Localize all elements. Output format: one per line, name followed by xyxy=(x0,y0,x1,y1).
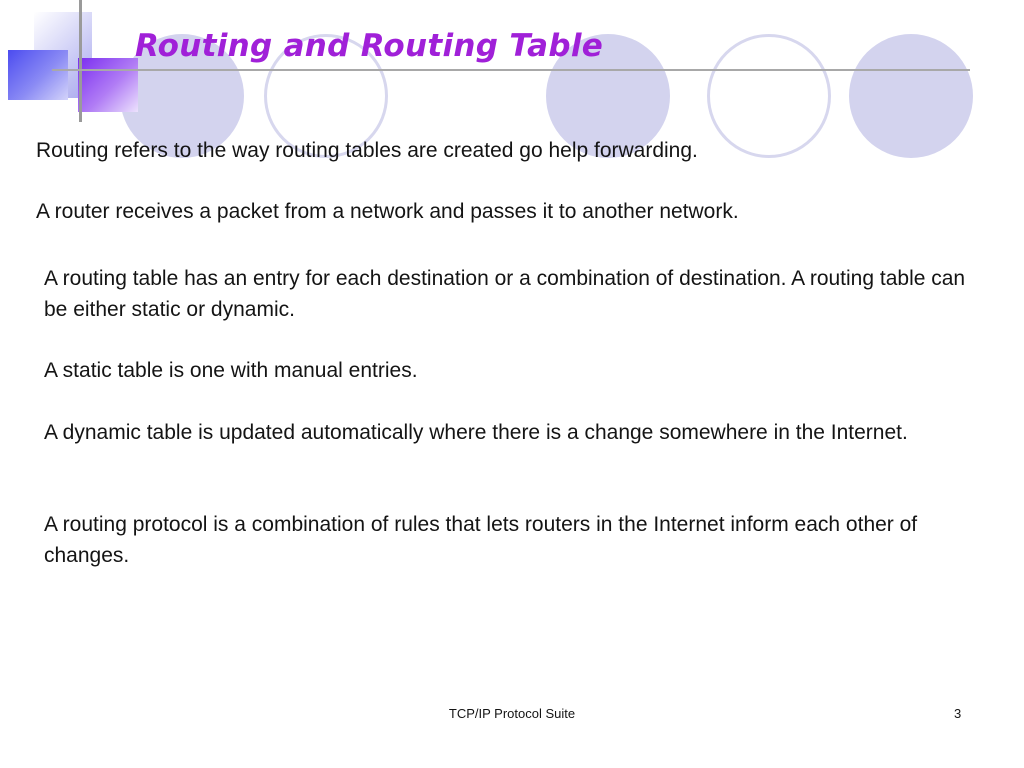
paragraph-router: A router receives a packet from a network and passes it to another network. xyxy=(36,200,739,223)
footer-title: TCP/IP Protocol Suite xyxy=(448,706,576,721)
page-number: 3 xyxy=(954,706,962,721)
paragraph-dynamic-table: A dynamic table is updated automatically where there is a change somewhere in the Internet. xyxy=(44,421,908,444)
decor-circle-5 xyxy=(849,34,973,158)
paragraph-routing-table: A routing table has an entry for each destination or a combination of destination. A routing table can be either static or dynamic. xyxy=(44,267,966,321)
paragraph-static-table: A static table is one with manual entries. xyxy=(44,359,418,382)
decor-square-purple xyxy=(78,58,138,112)
paragraph-routing-definition: Routing refers to the way routing tables are created go help forwarding. xyxy=(36,139,698,162)
paragraph-routing-protocol: A routing protocol is a combination of rules that lets routers in the Internet inform each other of changes. xyxy=(44,513,918,567)
decor-horizontal-line xyxy=(52,69,970,71)
decor-square-blue xyxy=(8,50,68,100)
decor-vertical-line xyxy=(79,0,82,122)
decor-circle-4 xyxy=(707,34,831,158)
slide-title: Routing and Routing Table xyxy=(135,28,604,64)
